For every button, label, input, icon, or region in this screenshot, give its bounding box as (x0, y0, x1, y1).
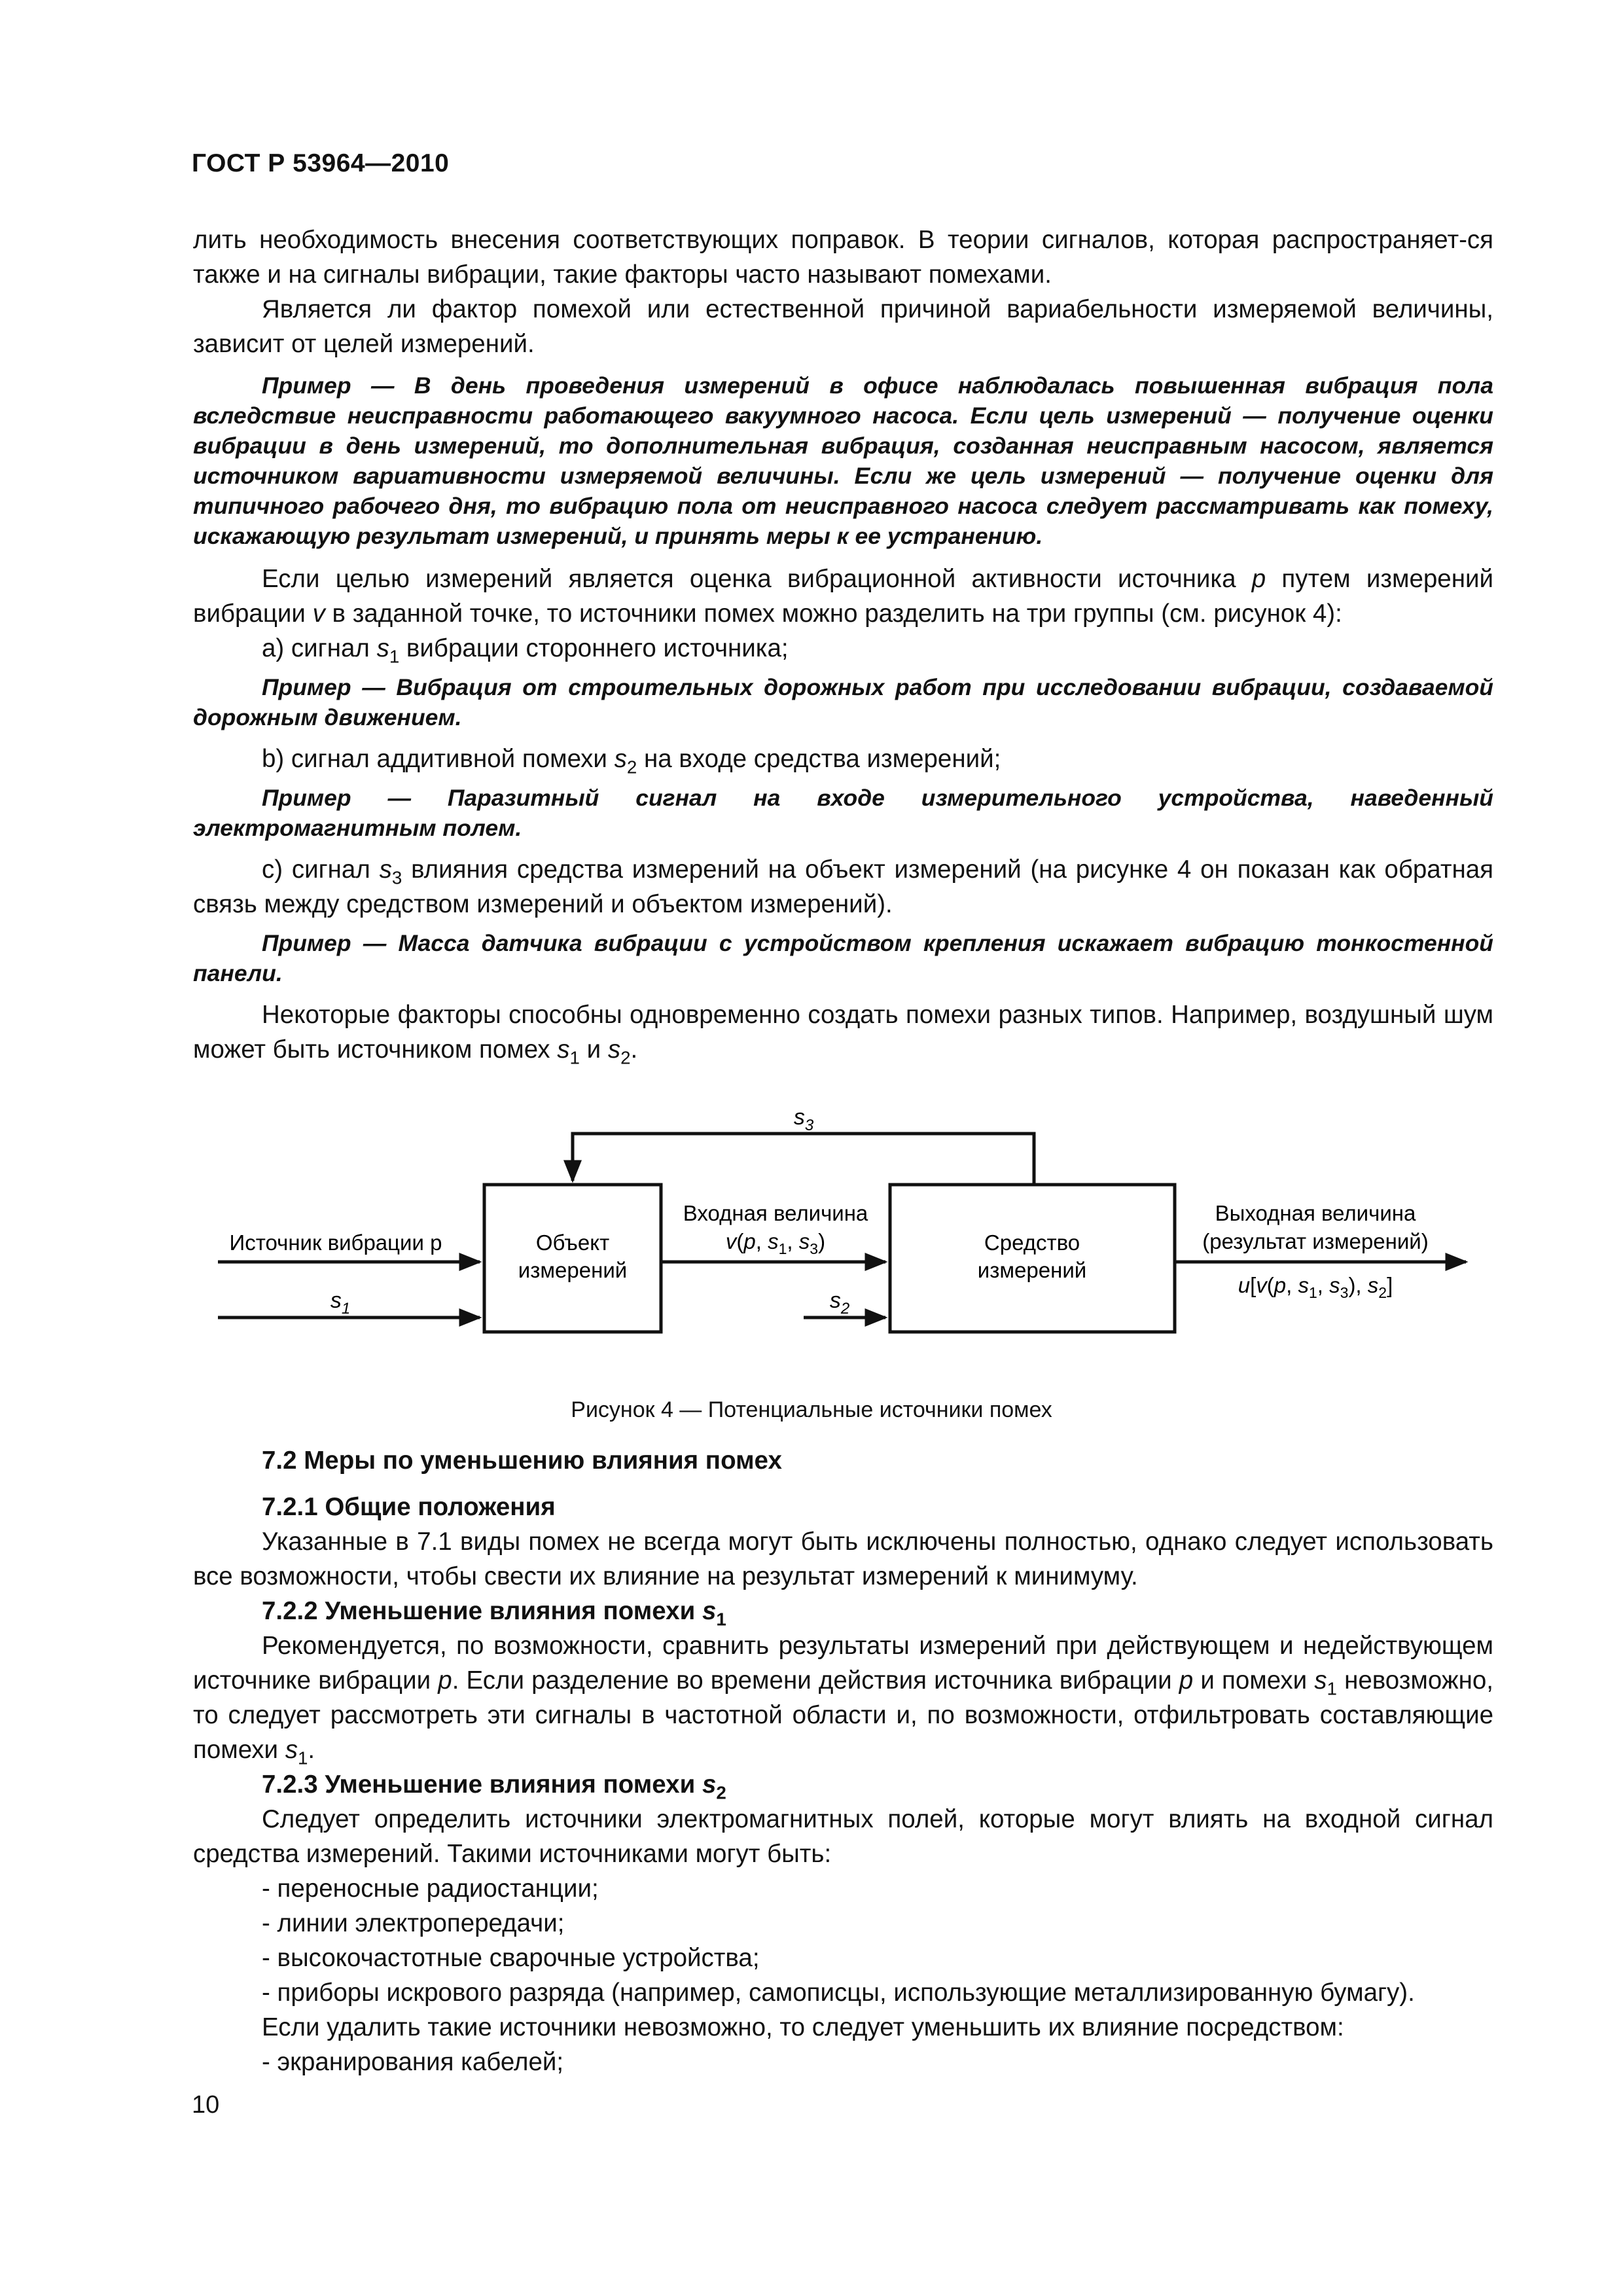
figure-caption: Рисунок 4 — Потенциальные источники помех (571, 1397, 1052, 1422)
paragraph-factor: Является ли фактор помехой или естественной причиной вариабельности измеряемой величины, зависит от целей измерений. (193, 295, 1493, 358)
page-number: 10 (192, 2091, 220, 2119)
section-7-2-2-text: Рекомендуется, по возможности, сравнить результаты измерений при действующем и недействующем источнике вибрации p. Если разделение во времени действия источника вибрации p и помехи $s_1$ невозможно, то следует рассмотреть эти сигналы в частотной области и, по возможности, отфильтровать составляющие помехи $s_1$. (193, 1632, 1493, 1768)
lower-text-block (193, 1443, 1493, 2079)
section-7-2-3-heading: 7.2.3 Уменьшение влияния помехи $s_2$ (262, 1770, 726, 1803)
figure-4-diagram (0, 1100, 1623, 1388)
paragraph-groups: Если целью измерений является оценка вибрационной активности источника p путем измерений вибрации v в заданной точке, то источники помех можно разделить на три группы (см. рисунок 4): (193, 565, 1493, 628)
section-7-2-1-heading: 7.2.1 Общие положения (262, 1493, 556, 1521)
input-label-2: v(p, $s_1$, $s_3$) (725, 1229, 826, 1257)
s2-label: $s_2$ (829, 1288, 850, 1318)
list-item: - линии электропередачи; (262, 1909, 565, 1937)
example-road: Пример — Вибрация от строительных дорожных работ при исследовании вибрации, создаваемой дорожным движением. (193, 674, 1493, 730)
feedback-line (573, 1134, 1034, 1185)
feedback-label: $s_3$ (793, 1105, 814, 1134)
section-7-2-1-text: Указанные в 7.1 виды помех не всегда могут быть исключены полностью, однако следует использовать все возможности, чтобы свести их влияние на результат измерений к минимуму. (193, 1528, 1493, 1590)
input-label-1: Входная величина (683, 1201, 868, 1225)
source-label: Источник вибрации p (229, 1230, 442, 1255)
document-header: ГОСТ Р 53964—2010 (192, 149, 450, 177)
list-item: - экранирования кабелей; (262, 2048, 564, 2076)
list-item: - высокочастотные сварочные устройства; (262, 1944, 760, 1972)
section-7-2-2-heading: 7.2.2 Уменьшение влияния помехи $s_1$ (262, 1597, 726, 1630)
output-label-2: (результат измерений) (1202, 1229, 1429, 1253)
paragraph-multiple-types: Некоторые факторы способны одновременно создать помехи разных типов. Например, воздушный шум может быть источником помех $s_1$ и $s_2$. (193, 1001, 1493, 1068)
output-label-3: u[v(p, $s_1$, $s_3$), $s_2$] (1238, 1273, 1393, 1301)
box2-label-2: измерений (977, 1258, 1087, 1282)
box2-label-1: Средство (984, 1230, 1080, 1255)
section-7-2-3-text: Следует определить источники электромагнитных полей, которые могут влиять на входной сигнал средства измерений. Такими источниками могут быть: (193, 1805, 1493, 1868)
list-item-b: b) сигнал аддитивной помехи $s_2$ на входе средства измерений; (262, 745, 1001, 778)
s1-label: $s_1$ (330, 1288, 351, 1318)
example-sensor: Пример — Масса датчика вибрации с устройством крепления искажает вибрацию тонкостенной панели. (193, 930, 1493, 986)
paragraph-continuation: лить необходимость внесения соответствующих поправок. В теории сигналов, которая распространяет-ся также и на сигналы вибрации, такие факторы часто называют помехами. (193, 226, 1493, 289)
list-item-c: c) сигнал $s_3$ влияния средства измерений на объект измерений (на рисунке 4 он показан как обратная связь между средством измерений и объектом измерений). (193, 855, 1493, 918)
section-7-2-heading: 7.2 Меры по уменьшению влияния помех (262, 1446, 782, 1475)
list-item: - переносные радиостанции; (262, 1874, 599, 1903)
output-label-1: Выходная величина (1215, 1201, 1416, 1225)
example-parasitic: Пример — Паразитный сигнал на входе измерительного устройства, наведенный электромагнитным полем. (193, 785, 1493, 841)
box1-label-2: измерений (518, 1258, 628, 1282)
upper-text-block (193, 223, 1493, 1067)
list-item-a: а) сигнал $s_1$ вибрации стороннего источника; (262, 634, 789, 667)
box1-label-1: Объект (535, 1230, 610, 1255)
section-7-2-3-remove-text: Если удалить такие источники невозможно, то следует уменьшить их влияние посредством: (262, 2013, 1344, 2041)
example-pump: Пример — В день проведения измерений в офисе наблюдалась повышенная вибрация пола вследствие неисправности работающего вакуумного насоса. Если цель измерений — получение оценки вибрации в день измерений, то дополнительная вибрация, созданная неисправным насосом, является источником вариативности измеряемой величины. Если же цель измерений — получение оценки для типичного рабочего дня, то вибрацию пола от неисправного насоса следует рассматривать как помеху, искажающую результат измерений, и принять меры к ее устранению. (193, 372, 1493, 549)
list-item: - приборы искрового разряда (например, самописцы, использующие металлизированную бумагу). (262, 1979, 1415, 2007)
